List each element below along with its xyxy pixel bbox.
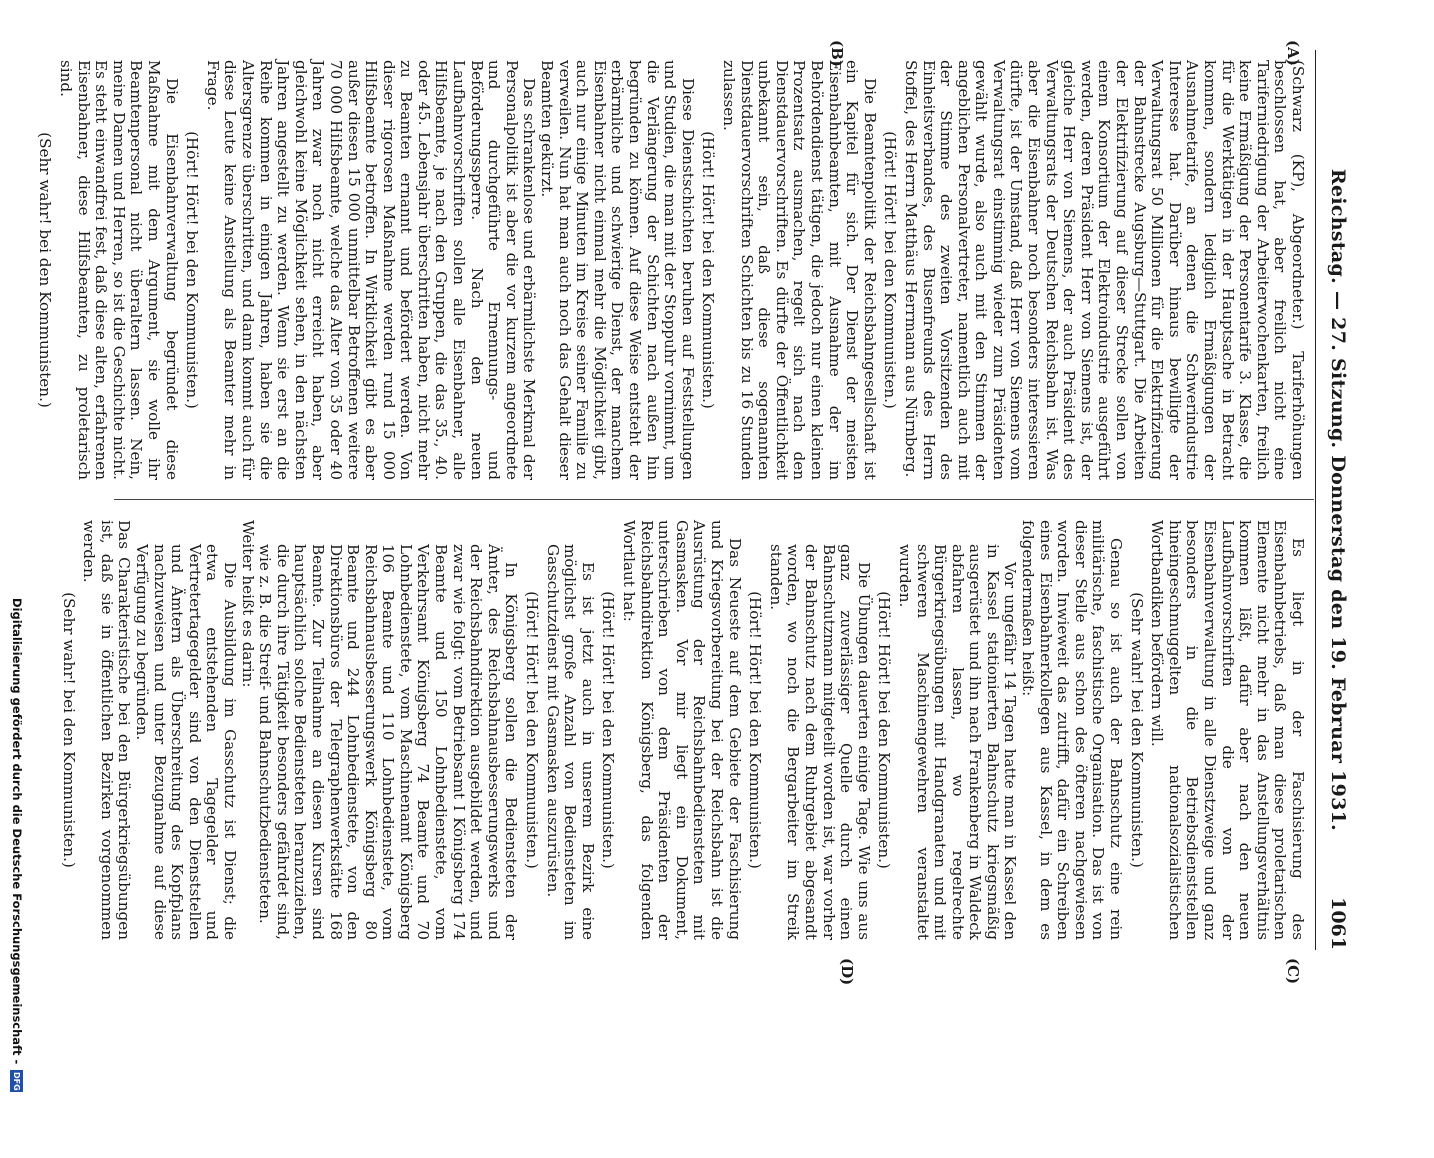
page-header xyxy=(1319,50,1349,950)
paragraph: Diese Dienstschichten beruhen auf Feststellungen und Studien, die man mit der Stoppuhr vornimmt, um die Verlängerung der Schichten nach außen hin begründen zu können. Auf diese Weise entsteht der erbärmliche und schwierige Dienst, der manchem Eisenbahner nicht einmal mehr die Möglichkeit gibt, auch nur einige Minuten im Kreise seiner Familie zu verweilen. Nun hat man auch noch das Gehalt dieser Beamten gekürzt. xyxy=(538,60,697,480)
left-column xyxy=(33,60,1306,480)
quoted-document: In Königsberg sollen die Bediensteten der Ämter, des Reichsbahnausbesserungswerks und der Reichsbahndirektion ausgebildet werden, und zwar wie folgt: vom Betriebsamt I Königsberg 174 Beamte und 150 Lohnbedienstete, vom Verkehrsamt Königsberg 74 Beamte und 70 Lohnbedienstete, vom Maschinenamt Königsberg 106 Beamte und 110 Lohnbedienstete, vom Reichsbahnausbesserungswerk Königsberg 80 Beamte und 244 Lohnbedienstete, von den Direktionsbüros der Telegraphenwerkstätte 168 Beamte. Zur Teilnahme an diesen Kursen sind hauptsächlich solche Bediensteten heranzuziehen, die durch ihre Tätigkeit besonders gefährdet sind, wie z. B. die Streif- und Bahnschutzbediensteten. xyxy=(256,544,521,940)
dfg-funding-note xyxy=(10,598,24,1158)
margin-marker-a: (A) xyxy=(1284,40,1302,66)
margin-marker-d: (D) xyxy=(838,958,856,986)
right-column xyxy=(56,520,1306,940)
page-number: 1061 xyxy=(1327,897,1349,950)
interjection: (Hört! Hört! bei den Kommunisten.) xyxy=(699,131,718,409)
dfg-logo-icon: DFG xyxy=(12,1072,22,1091)
interjection: (Sehr wahr! bei den Kommunisten.) xyxy=(1127,592,1146,868)
paragraph: Das Neueste auf dem Gebiete der Faschisierung und Kriegsvorbereitung bei der Reichsbahn ist die Ausrüstung der Reichsbahnbediensteten mit Gasmasken. Vor mir liegt ein Dokument, unterschrieben von dem Präsidenten der Reichsbahndirektion Königsberg, das folgenden Wortlaut hat: xyxy=(620,520,744,940)
dfg-note-text: Digitalisierung gefördert durch die Deutsche Forschungsgemeinschaft - xyxy=(10,598,24,1065)
quoted-letter: Vor ungefähr 14 Tagen hatte man in Kassel den in Kassel stationierten Bahnschutz kriegsmäßig ausgerüstet und ihn nach Frankenberg in Waldeck abfahren lassen, wo regelrechte Bürgerkriegsübungen mit Handgranaten und mit schweren Maschinengewehren veranstaltet wurden. xyxy=(895,544,1020,940)
paragraph: Die Eisenbahnverwaltung begründet diese Maßnahme mit dem Argument, sie wolle ihr Beamtenpersonal nicht überaltern lassen. Nein, meine Damen und Herren, so ist die Geschichte nicht. Es steht einwandfrei fest, daß diese alten, erfahrenen Eisenbahner, diese Hilfsbeamten, zu proletarisch sind. xyxy=(57,60,181,480)
column-divider xyxy=(114,499,1314,500)
interjection: (Hört! Hört! bei den Kommunisten.) xyxy=(875,591,894,869)
interjection: (Hört! Hört! bei den Kommunisten.) xyxy=(746,591,765,869)
header-rule xyxy=(1315,50,1316,950)
margin-marker-b: (B) xyxy=(828,40,846,67)
paragraph: Weiter heißt es darin: xyxy=(238,520,257,688)
interjection: (Sehr wahr! bei den Kommunisten.) xyxy=(36,132,55,408)
interjection: (Hört! Hört! bei den Kommunisten.) xyxy=(599,591,618,869)
paragraph: Die Beamtenpolitik der Reichsbahngesellschaft ist ein Kapitel für sich. Der Dienst der meisten Eisenbahnbeamten, mit Ausnahme der im Behördendienst tätigen, die jedoch nur einen kleinen Prozentsatz ausmachen, regelt sich nach den Dienstdauervorschriften. Es dürfte der Öffentlichkeit unbekannt sein, daß diese sogenannten Dienstdauervorschriften Schichten bis zu 16 Stunden zulassen. xyxy=(720,60,879,480)
interjection: (Hört! Hört! bei den Kommunisten.) xyxy=(881,131,900,409)
paragraph: (Schwarz (KP), Abgeordneter.) Tariferhöhungen beschlossen hat, aber freilich nicht eine Tariferniedrigung der Arbeiterwochenkarten, freilich keine Ermäßigung der Personentarife 3. Klasse, die für die Werktätigen in der Hauptsache in Betracht kommen, sondern lediglich Ermäßigungen der Ausnahmetarife, an denen die Schwerindustrie Interesse hat. Darüber hinaus bewilligte der Verwaltungsrat 50 Millionen für die Elektrifizierung der Bahnstrecke Augsburg—Stuttgart. Die Arbeiten der Elektrifizierung auf dieser Strecke sollen von einem Konsortium der Elektroindustrie ausgeführt werden, deren Präsident Herr von Siemens ist, der gleiche Herr von Siemens, der auch Präsident des Verwaltungsrats der Deutschen Reichsbahn ist. Was aber die Eisenbahner noch besonders interessieren dürfte, ist der Umstand, daß Herr von Siemens vom Verwaltungsrat einstimmig wieder zum Präsidenten gewählt wurde, also auch mit den Stimmen der angeblichen Personalvertreter, namentlich auch mit der Stimme des zweiten Vorsitzenden des Einheitsverbandes, des Busenfreunds des Herrn Stoffel, des Herrn Matthäus Herrmann aus Nürnberg. xyxy=(901,60,1307,480)
interjection: (Hört! Hört! bei den Kommunisten.) xyxy=(523,591,542,869)
margin-marker-c: (C) xyxy=(1284,958,1302,985)
digitization-sidebar xyxy=(0,0,34,1091)
quoted-letter: Die Übungen dauerten einige Tage. Wie uns aus ganz zuverlässiger Quelle durch einen Bahnschutzmann mitgeteilt worden ist, war vorher der Bahnschutz nach dem Ruhrgebiet abgesandt worden, wo noch die Bergarbeiter im Streik standen. xyxy=(766,544,873,940)
running-title: Reichstag. — 27. Sitzung. Donnerstag den 19. Februar 1931. xyxy=(1327,168,1349,832)
paragraph: Genau so ist auch der Bahnschutz eine rein militärische, faschistische Organisation. Das ist von dieser Stelle aus schon des öfteren nachgewiesen worden. Inwieweit das zutrifft, dafür ein Schreiben eines Eisenbahnerkollegen aus Kassel, in dem es folgendermaßen heißt: xyxy=(1019,520,1126,940)
paragraph: Es liegt in der Faschisierung des Eisenbahnbetriebs, daß man diese proletarischen Elemente nicht mehr in das Anstellungsverhältnis kommen läßt, dafür aber nach den neuen Laufbahnvorschriften die von der Eisenbahnverwaltung in alle Dienstzweige und ganz besonders in die Betriebsdienststellen hineingeschmuggelten nationalsozialistischen Wortbandiken befördern will. xyxy=(1148,520,1307,940)
interjection: (Hört! Hört! bei den Kommunisten.) xyxy=(183,131,202,409)
interjection: (Sehr wahr! bei den Kommunisten.) xyxy=(59,592,78,868)
paragraph: Das Charakteristische bei den Bürgerkriegsübungen ist, daß sie in öffentlichen Bezirken vorgenommen werden. xyxy=(80,520,134,940)
quoted-document: Die Ausbildung im Gasschutz ist Dienst; die etwa entstehenden Tagegelder und Vertretertagegelder sind von den Dienststellen und Ämtern als Überschreitung des Kopfplans nachzuweisen und unter Bezugnahme auf diese Verfügung zu begründen. xyxy=(133,544,239,940)
paragraph: Das schrankenlose und erbärmlichste Merkmal der Personalpolitik ist aber die vor kurzem angeordnete und durchgeführte Ernennungs- und Beförderungssperre. Nach den neuen Laufbahnvorschriften sollen alle Eisenbahner, alle Hilfsbeamte, je nach den Gruppen, die das 35., 40. oder 45. Lebensjahr überschritten haben, nicht mehr zu Beamten ernannt und befördert werden. Von dieser rigorosen Maßnahme werden rund 15 000 Hilfsbeamte betroffen. In Wirklichkeit gibt es aber außer diesen 15 000 unmittelbar Betroffenen weitere 70 000 Hilfsbeamte, welche das Alter von 35 oder 40 Jahren zwar noch nicht erreicht haben, aber gleichwohl keine Möglichkeit sehen, in den nächsten Jahren angestellt zu werden. Wenn sie erst an die Reihe kommen in einigen Jahren, haben sie die Altersgrenze überschritten, und dann kommt auch für diese Leute keine Anstellung als Beamter mehr in Frage. xyxy=(203,60,539,480)
quoted-document: Es ist jetzt auch in unserem Bezirk eine möglichst große Anzahl von Bediensteten im Gasschutzdienst mit Gasmasken auszurüsten. xyxy=(543,544,597,940)
